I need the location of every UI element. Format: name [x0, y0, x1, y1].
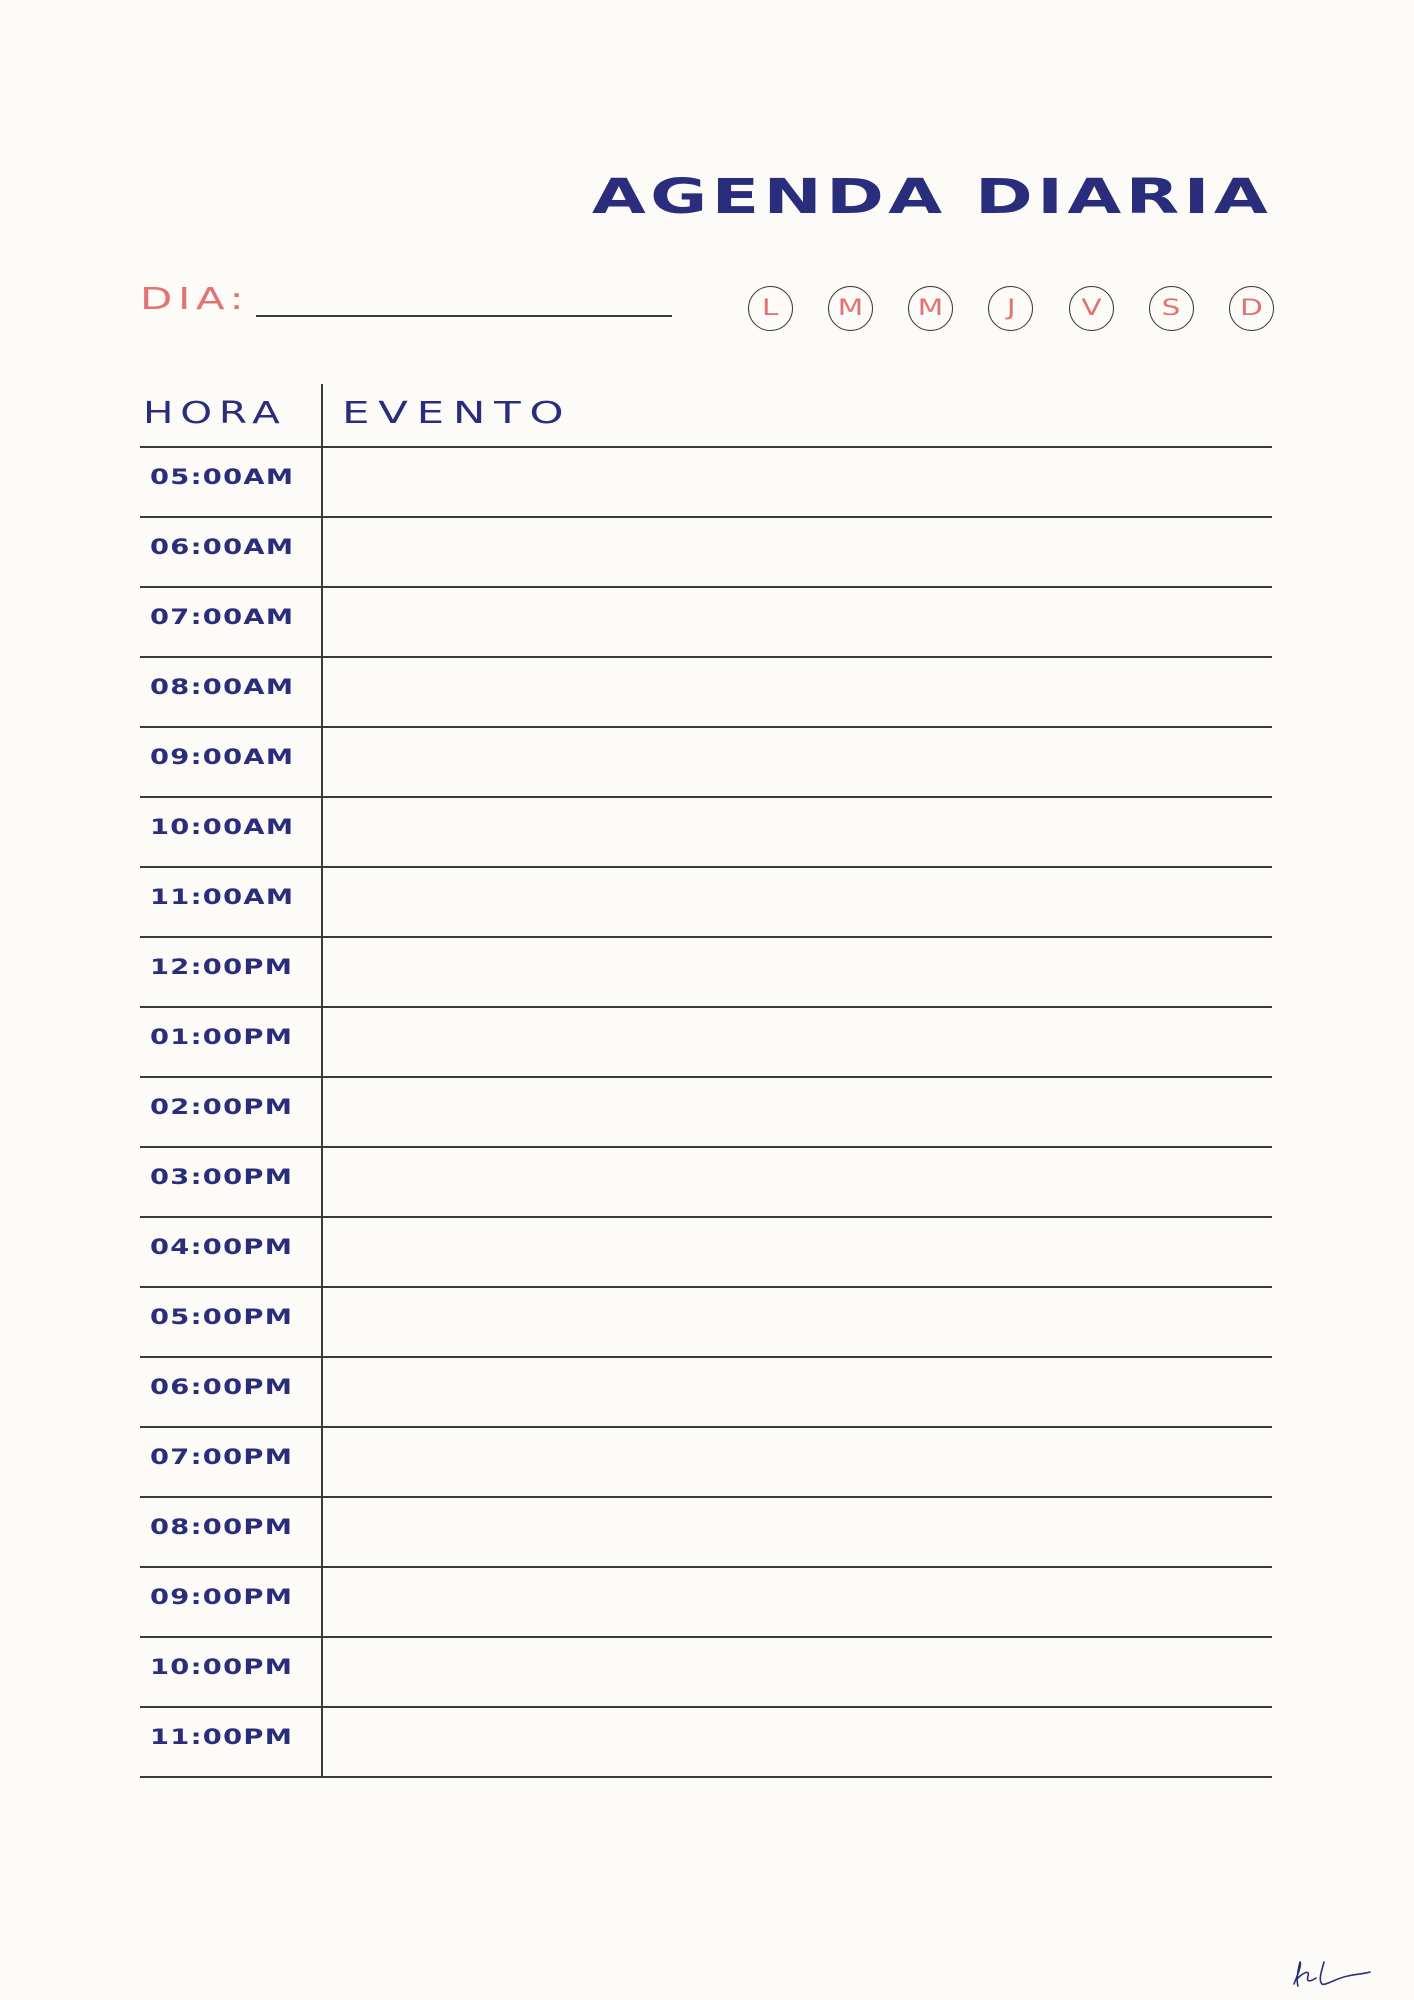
table-row: [140, 938, 1272, 1008]
time-label: 06:00AM: [150, 535, 295, 559]
weekday-letter: M: [837, 295, 864, 321]
event-cell[interactable]: [324, 448, 1272, 516]
event-cell[interactable]: [324, 1428, 1272, 1496]
event-cell[interactable]: [324, 1358, 1272, 1426]
time-label: 07:00AM: [150, 605, 295, 629]
event-cell[interactable]: [324, 1498, 1272, 1566]
time-label: 03:00PM: [150, 1165, 294, 1189]
column-header-hora: HORA: [143, 396, 287, 431]
table-row: [140, 1708, 1272, 1778]
table-row: [140, 1148, 1272, 1218]
table-row: [140, 588, 1272, 658]
time-label: 11:00PM: [150, 1725, 294, 1749]
table-row: [140, 1218, 1272, 1288]
table-row: [140, 728, 1272, 798]
time-label: 02:00PM: [150, 1095, 294, 1119]
weekday-letter: L: [762, 295, 779, 321]
time-label: 08:00AM: [150, 675, 295, 699]
event-cell[interactable]: [324, 728, 1272, 796]
weekday-circle-jueves[interactable]: [988, 286, 1033, 331]
weekday-letter: V: [1080, 295, 1102, 321]
weekday-circle-martes[interactable]: [828, 286, 873, 331]
weekday-letter: S: [1161, 295, 1181, 321]
event-cell[interactable]: [324, 588, 1272, 656]
table-row: [140, 1428, 1272, 1498]
weekday-circle-miercoles[interactable]: [908, 286, 953, 331]
event-cell[interactable]: [324, 938, 1272, 1006]
weekday-letter: J: [1006, 295, 1016, 321]
event-cell[interactable]: [324, 1008, 1272, 1076]
time-label: 05:00AM: [150, 465, 295, 489]
table-row: [140, 1008, 1272, 1078]
table-row: [140, 1288, 1272, 1358]
day-label: DIA:: [140, 282, 250, 317]
event-cell[interactable]: [324, 1078, 1272, 1146]
table-row: [140, 448, 1272, 518]
table-row: [140, 1498, 1272, 1568]
table-row: [140, 518, 1272, 588]
time-label: 08:00PM: [150, 1515, 294, 1539]
time-label: 10:00AM: [150, 815, 295, 839]
event-cell[interactable]: [324, 798, 1272, 866]
weekday-circle-sabado[interactable]: [1149, 286, 1194, 331]
time-label: 01:00PM: [150, 1025, 294, 1049]
event-cell[interactable]: [324, 1288, 1272, 1356]
table-row: [140, 798, 1272, 868]
time-label: 06:00PM: [150, 1375, 294, 1399]
schedule-table: [140, 384, 1272, 1778]
weekday-letter: D: [1239, 295, 1263, 321]
event-cell[interactable]: [324, 1568, 1272, 1636]
time-label: 05:00PM: [150, 1305, 294, 1329]
table-row: [140, 1568, 1272, 1638]
weekday-circle-viernes[interactable]: [1069, 286, 1114, 331]
event-cell[interactable]: [324, 658, 1272, 726]
page-title: AGENDA DIARIA: [591, 169, 1272, 225]
time-label: 04:00PM: [150, 1235, 294, 1259]
weekday-circle-domingo[interactable]: [1229, 286, 1274, 331]
time-label: 07:00PM: [150, 1445, 294, 1469]
time-label: 11:00AM: [150, 885, 295, 909]
time-label: 12:00PM: [150, 955, 294, 979]
time-label: 09:00AM: [150, 745, 295, 769]
event-cell[interactable]: [324, 1148, 1272, 1216]
time-label: 09:00PM: [150, 1585, 294, 1609]
time-label: 10:00PM: [150, 1655, 294, 1679]
event-cell[interactable]: [324, 868, 1272, 936]
event-cell[interactable]: [324, 518, 1272, 586]
event-cell[interactable]: [324, 1708, 1272, 1776]
table-row: [140, 1638, 1272, 1708]
signature-icon: [1288, 1956, 1374, 1990]
table-row: [140, 1078, 1272, 1148]
table-row: [140, 1358, 1272, 1428]
weekday-circle-lunes[interactable]: [748, 286, 793, 331]
event-cell[interactable]: [324, 1638, 1272, 1706]
table-body: [140, 448, 1272, 1778]
column-header-evento: EVENTO: [342, 396, 573, 431]
table-row: [140, 868, 1272, 938]
weekday-selector: [748, 286, 1274, 336]
day-input-line[interactable]: [256, 315, 672, 317]
weekday-letter: M: [917, 295, 944, 321]
table-header: [140, 384, 1272, 448]
event-cell[interactable]: [324, 1218, 1272, 1286]
table-row: [140, 658, 1272, 728]
